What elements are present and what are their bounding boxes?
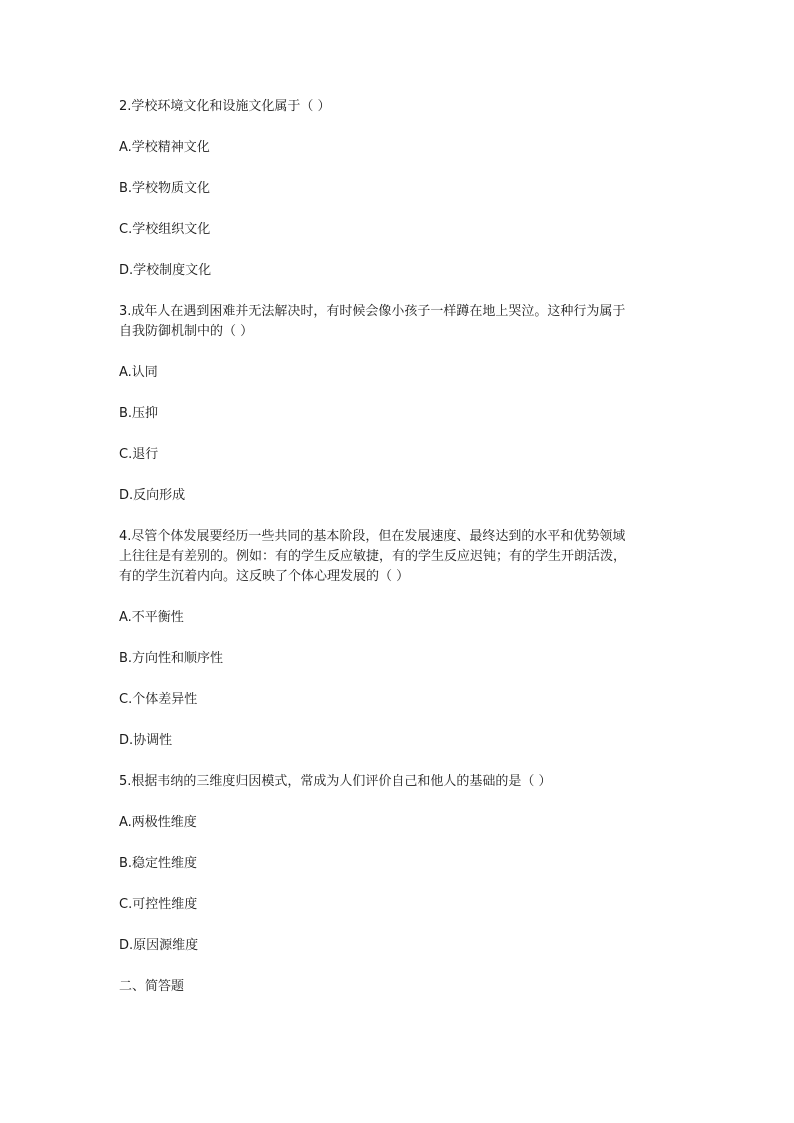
question-3-stem <box>119 302 679 342</box>
question-4-option-b: B.方向性和顺序性 <box>119 651 224 666</box>
question-4-option-a: A.不平衡性 <box>119 610 184 625</box>
question-3-stem-line-1: 3.成年人在遇到困难并无法解决时，有时候会像小孩子一样蹲在地上哭泣。这种行为属于 <box>119 304 626 319</box>
question-4-stem-line-1: 4.尽管个体发展要经历一些共同的基本阶段，但在发展速度、最终达到的水平和优势领域 <box>119 529 626 544</box>
question-2-option-a: A.学校精神文化 <box>119 140 210 155</box>
question-5-option-d: D.原因源维度 <box>119 938 199 953</box>
question-3-option-a: A.认同 <box>119 365 158 380</box>
question-5-option-a: A.两极性维度 <box>119 815 197 830</box>
question-4-stem-line-2: 上往往是有差别的。例如：有的学生反应敏捷，有的学生反应迟钝；有的学生开朗活泼， <box>119 549 627 564</box>
question-5-option-c: C.可控性维度 <box>119 897 198 912</box>
question-3-option-b: B.压抑 <box>119 406 159 421</box>
section-title-short-answer: 二、简答题 <box>119 979 185 994</box>
question-2-option-d: D.学校制度文化 <box>119 263 212 278</box>
question-5-stem: 5.根据韦纳的三维度归因模式，常成为人们评价自己和他人的基础的是（ ） <box>119 774 552 789</box>
document-page <box>119 97 679 997</box>
question-4-stem-line-3: 有的学生沉着内向。这反映了个体心理发展的（ ） <box>119 569 410 584</box>
question-2-option-c: C.学校组织文化 <box>119 222 211 237</box>
question-3-option-c: C.退行 <box>119 447 159 462</box>
question-4-option-d: D.协调性 <box>119 733 173 748</box>
question-3-option-d: D.反向形成 <box>119 488 186 503</box>
question-4-option-c: C.个体差异性 <box>119 692 198 707</box>
question-2-option-b: B.学校物质文化 <box>119 181 211 196</box>
question-3-stem-line-2: 自我防御机制中的（ ） <box>119 324 254 339</box>
question-5-option-b: B.稳定性维度 <box>119 856 198 871</box>
question-2-stem: 2.学校环境文化和设施文化属于（ ） <box>119 99 331 114</box>
question-4-stem <box>119 527 679 587</box>
